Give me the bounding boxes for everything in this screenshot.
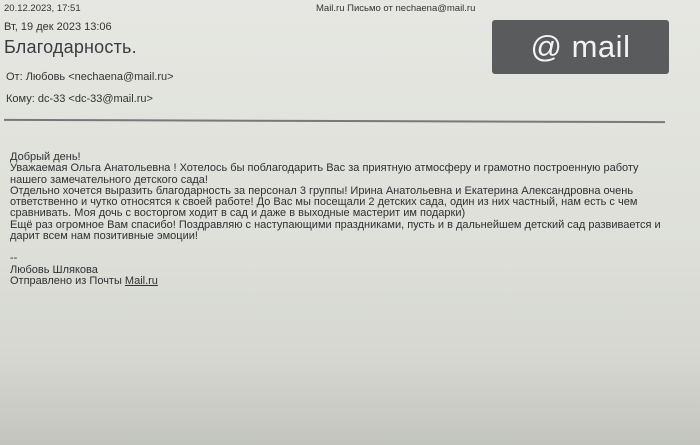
sent-from-prefix: Отправлено из Почты xyxy=(10,274,125,287)
body-line: дарит всем нам позитивные эмоции! xyxy=(10,230,198,243)
mailru-link[interactable]: Mail.ru xyxy=(124,274,158,287)
body-line: сравнивать. Моя дочь с восторгом ходит в сад и даже в выходные мастерит им подарки) xyxy=(10,207,466,220)
body-line: ответственно и чутко относятся к своей работе! До Вас мы посещали 2 детских сада, один из них частный, нам есть с чем xyxy=(10,196,638,209)
body-line: нашего замечательного детского сада! xyxy=(10,173,208,186)
body-line: Ещё раз огромное Вам спасибо! Поздравляю с наступающими праздниками, пусть и в дальнейшем детский сад развивается и xyxy=(10,218,661,231)
paper-shadow xyxy=(0,360,700,445)
signature-separator: -- xyxy=(10,252,18,265)
body-line: Добрый день! xyxy=(10,151,81,163)
mail-logo xyxy=(492,20,669,74)
body-line: Уважаемая Ольга Анатольевна ! Хотелось бы поблагодарить Вас за приятную атмосферу и грамотно построенную работу xyxy=(10,162,639,175)
header-divider xyxy=(4,119,665,123)
email-to: Кому: dc-33 <dc-33@mail.ru> xyxy=(6,93,153,105)
email-subject: Благодарность. xyxy=(4,37,137,57)
print-header-title: Mail.ru Письмо от nechaena@mail.ru xyxy=(316,3,476,14)
mail-logo-text: @ mail xyxy=(530,29,631,64)
email-body xyxy=(10,152,670,287)
print-datetime: 20.12.2023, 17:51 xyxy=(4,3,81,14)
email-sent-date: Вт, 19 дек 2023 13:06 xyxy=(4,21,112,33)
body-line: Отдельно хочется выразить благодарность за персонал 3 группы! Ирина Анатольевна и Екатерина Александровна очень xyxy=(10,184,634,197)
signature-name: Любовь Шлякова xyxy=(10,263,98,276)
email-from: От: Любовь <nechaena@mail.ru> xyxy=(6,71,174,83)
sent-from-line xyxy=(10,276,670,287)
